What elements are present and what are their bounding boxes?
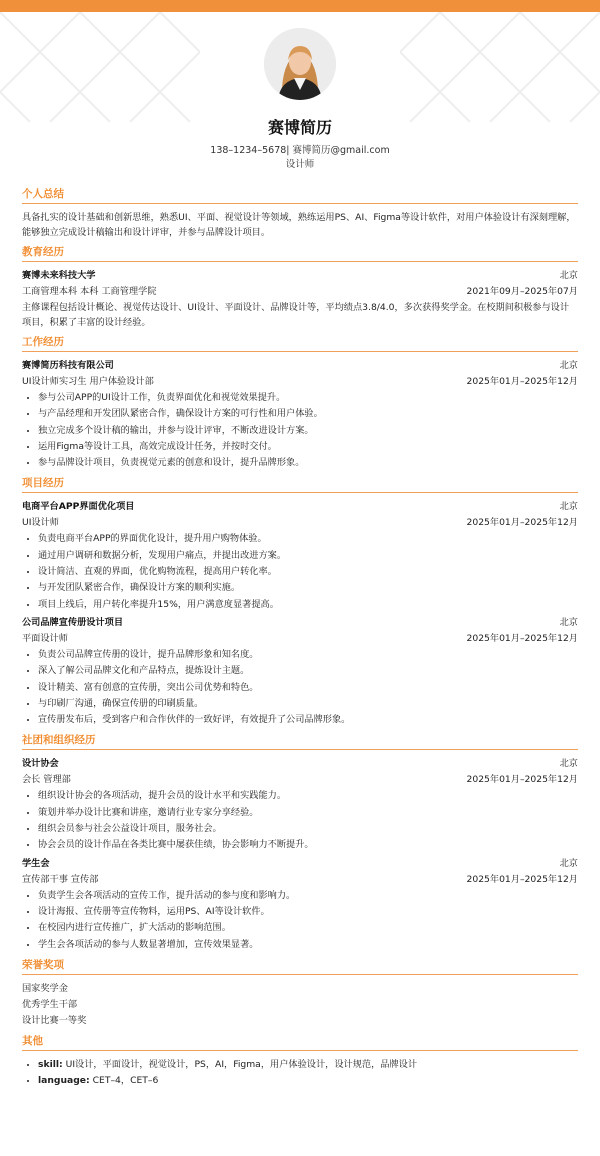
list-item: • 策划并举办设计比赛和讲座，邀请行业专家分享经验。 bbox=[38, 805, 578, 821]
degree: 工商管理本科 本科 工商管理学院 bbox=[22, 286, 157, 297]
list-item: • 学生会各项活动的参与人数显著增加，宣传效果显著。 bbox=[38, 937, 578, 953]
skill-item bbox=[38, 1057, 578, 1073]
list-item: • 组织会员参与社会公益设计项目，服务社会。 bbox=[38, 821, 578, 837]
language-value: CET–4，CET–6 bbox=[89, 1075, 159, 1087]
top-accent-bar bbox=[0, 0, 600, 12]
list-item: • 负责公司品牌宣传册的设计，提升品牌形象和知名度。 bbox=[38, 647, 578, 663]
project-name: 电商平台APP界面优化项目 bbox=[22, 501, 135, 513]
list-item: • 在校园内进行宣传推广，扩大活动的影响范围。 bbox=[38, 920, 578, 936]
organization-bullets bbox=[22, 888, 578, 953]
list-item: • 独立完成多个设计稿的输出，并参与设计评审，不断改进设计方案。 bbox=[38, 423, 578, 439]
job-title: 设计师 bbox=[285, 159, 315, 170]
project-name: 公司品牌宣传册设计项目 bbox=[22, 616, 124, 628]
project-bullets bbox=[22, 531, 578, 612]
location: 北京 bbox=[559, 270, 578, 281]
date-range: 2025年01月–2025年12月 bbox=[466, 873, 578, 885]
list-item: • 深入了解公司品牌文化和产品特点，提炼设计主题。 bbox=[38, 663, 578, 679]
organization-name: 学生会 bbox=[22, 857, 50, 869]
list-item: • 组织设计协会的各项活动，提升会员的设计水平和实践能力。 bbox=[38, 788, 578, 804]
organization-role: 会长 管理部 bbox=[22, 774, 71, 786]
work-section bbox=[22, 334, 578, 471]
avatar bbox=[264, 28, 336, 100]
projects-section bbox=[22, 475, 578, 728]
list-item: • 协会会员的设计作品在各类比赛中屡获佳绩，协会影响力不断提升。 bbox=[38, 837, 578, 853]
candidate-name: 赛博简历 bbox=[267, 118, 332, 137]
section-title: 荣誉奖项 bbox=[22, 957, 578, 975]
summary-text: 具备扎实的设计基础和创新思维，熟悉UI、平面、视觉设计等领域，熟练运用PS、AI、Figma等设计软件，对用户体验设计有深刻理解，能够独立完成设计稿输出和设计评审，并参与品牌设计项目。 bbox=[22, 212, 576, 238]
list-item: • 与印刷厂沟通，确保宣传册的印刷质量。 bbox=[38, 696, 578, 712]
skill-label: skill: bbox=[38, 1058, 63, 1070]
work-bullets bbox=[22, 390, 578, 471]
section-title: 个人总结 bbox=[22, 186, 578, 204]
list-item: • 通过用户调研和数据分析，发现用户痛点，并提出改进方案。 bbox=[38, 548, 578, 564]
organization-role: 宣传部干事 宣传部 bbox=[22, 873, 99, 885]
list-item: • 设计海报、宣传册等宣传物料，运用PS、AI等设计软件。 bbox=[38, 904, 578, 920]
list-item: • 参与品牌设计项目，负责视觉元素的创意和设计，提升品牌形象。 bbox=[38, 455, 578, 471]
list-item: • 负责学生会各项活动的宣传工作，提升活动的参与度和影响力。 bbox=[38, 888, 578, 904]
section-title: 社团和组织经历 bbox=[22, 732, 578, 750]
award-item: 优秀学生干部 bbox=[22, 998, 78, 1010]
other-section bbox=[22, 1033, 578, 1090]
project-bullets bbox=[22, 647, 578, 728]
language-item bbox=[38, 1073, 578, 1089]
section-title: 项目经历 bbox=[22, 475, 578, 493]
location: 北京 bbox=[559, 857, 578, 869]
project-role: UI设计师 bbox=[22, 517, 59, 529]
list-item: • 设计简洁、直观的界面，优化购物流程，提高用户转化率。 bbox=[38, 564, 578, 580]
position: UI设计师实习生 用户体验设计部 bbox=[22, 376, 154, 387]
resume-header bbox=[0, 28, 600, 172]
location: 北京 bbox=[559, 616, 578, 628]
company-name: 赛博简历科技有限公司 bbox=[22, 360, 114, 371]
list-item: • 宣传册发布后，受到客户和合作伙伴的一致好评，有效提升了公司品牌形象。 bbox=[38, 712, 578, 728]
language-label: language: bbox=[38, 1075, 90, 1087]
resume-body bbox=[22, 186, 578, 1093]
date-range: 2025年01月–2025年12月 bbox=[466, 632, 578, 644]
award-item: 国家奖学金 bbox=[22, 982, 68, 994]
list-item: • 参与公司APP的UI设计工作，负责界面优化和视觉效果提升。 bbox=[38, 390, 578, 406]
organizations-section bbox=[22, 732, 578, 952]
organization-bullets bbox=[22, 788, 578, 853]
list-item: • 设计精美、富有创意的宣传册，突出公司优势和特色。 bbox=[38, 680, 578, 696]
awards-section bbox=[22, 957, 578, 1029]
section-title: 教育经历 bbox=[22, 244, 578, 262]
location: 北京 bbox=[559, 758, 578, 770]
education-section bbox=[22, 244, 578, 330]
other-list bbox=[22, 1057, 578, 1090]
date-range: 2021年09月–2025年07月 bbox=[466, 286, 578, 297]
date-range: 2025年01月–2025年12月 bbox=[466, 774, 578, 786]
skill-value: UI设计，平面设计，视觉设计，PS，AI，Figma，用户体验设计，设计规范，品牌设计 bbox=[62, 1058, 418, 1070]
location: 北京 bbox=[559, 360, 578, 371]
section-title: 工作经历 bbox=[22, 334, 578, 352]
list-item: • 负责电商平台APP的界面优化设计，提升用户购物体验。 bbox=[38, 531, 578, 547]
education-description: 主修课程包括设计概论、视觉传达设计、UI设计、平面设计、品牌设计等，平均绩点3.8/4.0，多次获得奖学金。在校期间积极参与设计项目，积累了丰富的设计经验。 bbox=[22, 302, 570, 328]
section-title: 其他 bbox=[22, 1033, 578, 1051]
contact-line: 138–1234–5678| 赛博简历@gmail.com bbox=[210, 145, 390, 156]
list-item: • 运用Figma等设计工具，高效完成设计任务，并按时交付。 bbox=[38, 439, 578, 455]
list-item: • 与产品经理和开发团队紧密合作，确保设计方案的可行性和用户体验。 bbox=[38, 406, 578, 422]
summary-section bbox=[22, 186, 578, 240]
list-item: • 与开发团队紧密合作，确保设计方案的顺利实施。 bbox=[38, 580, 578, 596]
project-role: 平面设计师 bbox=[22, 632, 68, 644]
date-range: 2025年01月–2025年12月 bbox=[466, 376, 578, 387]
list-item: • 项目上线后，用户转化率提升15%，用户满意度显著提高。 bbox=[38, 597, 578, 613]
school-name: 赛博未来科技大学 bbox=[22, 270, 96, 281]
date-range: 2025年01月–2025年12月 bbox=[466, 517, 578, 529]
award-item: 设计比赛一等奖 bbox=[22, 1014, 87, 1026]
organization-name: 设计协会 bbox=[22, 758, 59, 770]
location: 北京 bbox=[559, 501, 578, 513]
